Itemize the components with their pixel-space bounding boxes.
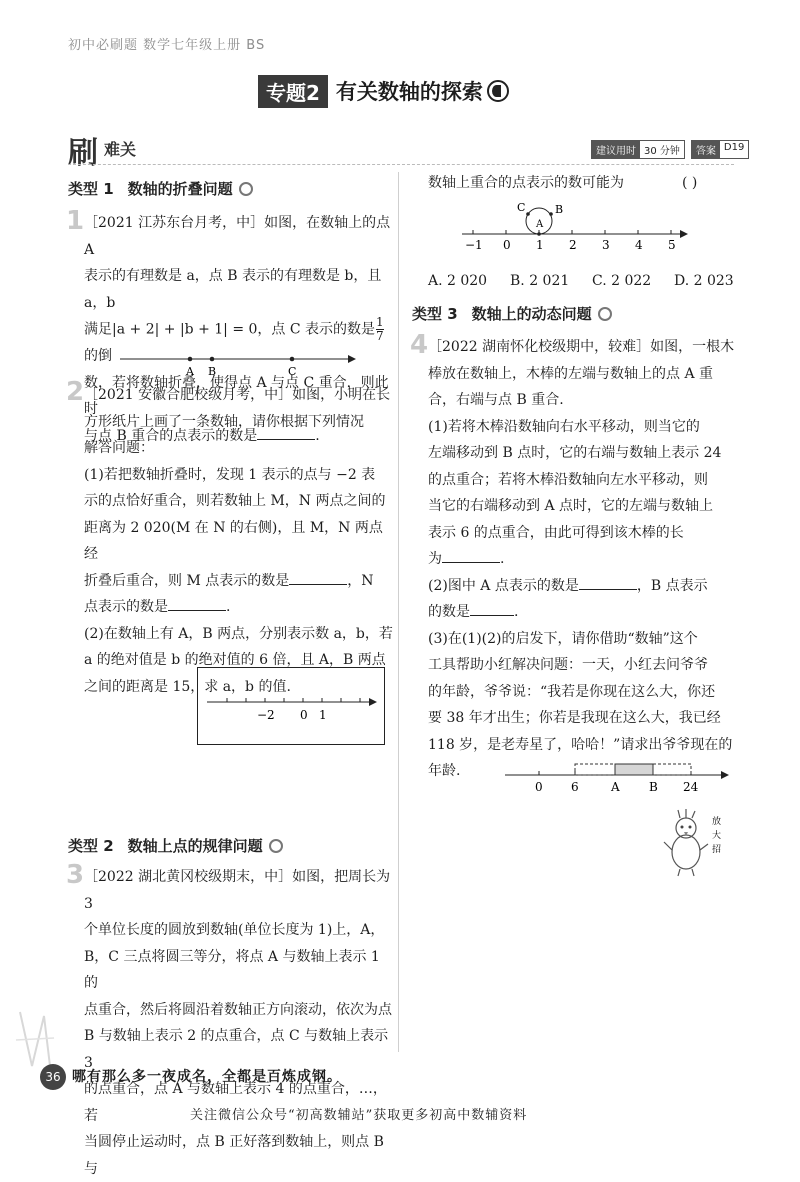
decorative-sketch	[14, 1010, 60, 1072]
q4-line-with-blank	[428, 599, 738, 626]
type-1-heading	[68, 178, 253, 199]
type-3-title: 数轴上的动态问题	[471, 305, 592, 323]
page-number: 36	[40, 1064, 66, 1090]
q4-line: 合，右端与点 B 重合.	[428, 392, 564, 408]
q2-line: 解答问题：	[84, 440, 154, 456]
q4-line: .	[500, 551, 505, 567]
question-3-number: 3	[66, 860, 85, 890]
q4-line: 的年龄，爷爷说：“我若是你现在这么大，你还	[428, 683, 716, 700]
tick-label: 5	[668, 238, 676, 252]
q3-line: 当圆停止运动时，点 B 正好落到数轴上，则点 B 与	[84, 1134, 384, 1177]
answer-blank[interactable]	[579, 575, 637, 590]
q3-continuation	[428, 170, 728, 197]
q4-line-with-blank	[428, 546, 738, 573]
q4-line: (3)在(1)(2)的启发下，请你借助“数轴”这个	[428, 630, 698, 647]
q3-options	[428, 268, 738, 295]
q2-line: 之间的距离是 15，求 a，b 的值.	[84, 678, 291, 695]
tick-label: −2	[257, 708, 275, 722]
answer-blank[interactable]	[289, 570, 347, 585]
fraction-one-seventh	[376, 316, 384, 343]
pin-icon	[239, 182, 253, 196]
tick-label: 6	[571, 780, 579, 794]
q1-number-line	[120, 350, 360, 378]
q2-line: ，N	[347, 572, 374, 589]
type-3-heading	[412, 303, 612, 324]
question-4-number: 4	[410, 330, 429, 360]
q2-line: 折叠后重合，则 M 点表示的数是	[84, 572, 290, 589]
answer-blank[interactable]	[470, 601, 514, 616]
tick-label: 1	[319, 708, 327, 722]
tick-label: 3	[602, 238, 610, 252]
circle-label-c: C	[517, 201, 526, 214]
brush-logo: 刷	[68, 136, 98, 171]
q1-line: 与点 B 重合的点表示的数是	[84, 427, 258, 444]
q2-line: 点表示的数是	[84, 599, 168, 615]
column-divider	[398, 172, 399, 1052]
q1-line: ［2021 江苏东台月考，中］如图，在数轴上的点 A	[84, 215, 391, 258]
option-c[interactable]: C. 2 022	[592, 273, 652, 289]
q4-line: 118 岁，是老寿星了，哈哈！”请求出爷爷现在的	[428, 736, 733, 753]
q1-line: .	[315, 427, 320, 444]
answer-paren[interactable]: ( )	[682, 175, 698, 191]
q2-line: (1)若把数轴折叠时，发现 1 表示的点与 −2 表	[84, 466, 376, 483]
q4-line: 的数是	[428, 604, 470, 620]
answer-blank[interactable]	[442, 548, 500, 563]
question-3-text	[84, 864, 394, 1182]
tick-label: −1	[465, 238, 483, 252]
type-2-heading	[68, 835, 283, 856]
point-c-label: C	[288, 365, 297, 378]
mascot-text-1: 放	[712, 817, 722, 827]
q4-line: 年龄.	[428, 763, 461, 779]
q4-line: ［2022 湖南怀化校级期中，较难］如图，一根木	[428, 339, 735, 355]
type-1-title: 数轴的折叠问题	[127, 180, 233, 198]
badges	[591, 140, 749, 159]
q2-line: 方形纸片上画了一条数轴，请你根据下列情况	[84, 413, 364, 430]
q3-line: ［2022 湖北黄冈校级期末，中］如图，把周长为 3	[84, 869, 391, 912]
q4-line: .	[514, 604, 519, 620]
option-a[interactable]: A. 2 020	[428, 273, 488, 289]
q3-line: B，C 三点将圆三等分，将点 A 与数轴上表示 1 的	[84, 948, 380, 991]
q4-stick-diagram	[505, 760, 733, 796]
tick-label: 4	[635, 238, 643, 252]
q4-line-with-blank	[428, 573, 738, 600]
tick-label: 0	[503, 238, 511, 252]
circle-label-b: B	[555, 203, 564, 216]
q3-circle-diagram	[462, 197, 692, 255]
section-divider	[68, 164, 734, 165]
mascot-text-3: 招	[712, 845, 722, 855]
q1-line: 满足|a + 2| + |b + 1| = 0，点 C 表示的数是	[84, 321, 376, 338]
book-header: 初中必刷题 数学七年级上册 BS	[68, 38, 266, 53]
q4-line: (2)图中 A 点表示的数是	[428, 577, 579, 594]
answer-badge	[691, 140, 749, 159]
time-badge	[591, 140, 685, 159]
answer-label: 答案	[692, 141, 720, 158]
pin-icon	[598, 307, 612, 321]
q3-line: B 与数轴上表示 2 的点重合，点 C 与数轴上表示 3	[84, 1028, 389, 1071]
q2-line: ［2021 安徽合肥校级月考，中］如图，小明在长	[84, 387, 391, 403]
answer-value: D19	[723, 142, 745, 153]
point-b-label: B	[208, 365, 217, 378]
difficulty-moon-icon	[487, 80, 509, 102]
q4-line: 当它的右端移动到 A 点时，它的左端与数轴上	[428, 498, 714, 514]
q4-line: 为	[428, 551, 442, 567]
q2-line: a 的绝对值是 b 的绝对值的 6 倍，且 A，B 两点	[84, 652, 386, 668]
q3-line: 点重合，然后将圆沿着数轴正方向滚动，依次为点	[84, 1001, 392, 1018]
q1-line: 数，若将数轴折叠，使得点 A 与点 C 重合，则此时	[84, 374, 389, 417]
q3-line: 个单位长度的圆放到数轴(单位长度为 1)上，A，	[84, 922, 385, 938]
question-2-text	[84, 382, 394, 700]
q2-line: (2)在数轴上有 A，B 两点，分别表示数 a，b，若	[84, 625, 393, 642]
type-3-num: 类型 3	[412, 305, 458, 323]
q3-cont-line: 数轴上重合的点表示的数可能为	[428, 175, 624, 191]
mascot-text-2: 大	[712, 831, 722, 841]
section-level: 难关	[104, 140, 137, 159]
mascot-bird-icon	[662, 806, 726, 878]
time-label: 建议用时	[592, 141, 640, 158]
footer-slogan: 哪有那么多一夜成名，全都是百炼成钢。	[72, 1069, 342, 1085]
footer-note: 关注微信公众号“初高数辅站”获取更多初高中数辅资料	[190, 1108, 528, 1123]
question-4-text	[428, 334, 738, 785]
q2-line-with-blank	[84, 568, 394, 595]
question-2-number: 2	[66, 377, 85, 407]
fraction-numerator: 1	[376, 315, 384, 329]
type-2-title: 数轴上点的规律问题	[127, 837, 263, 855]
q1-line: 表示的有理数是 a，点 B 表示的有理数是 b，且 a，b	[84, 268, 382, 311]
topic-tag: 专题2	[258, 75, 328, 108]
tick-label: 1	[536, 238, 544, 252]
answer-blank[interactable]	[168, 596, 226, 611]
point-a-label: A	[611, 780, 620, 794]
q2-line: .	[226, 599, 231, 615]
q4-line: 要 38 年才出生；你若是我现在这么大，我已经	[428, 710, 721, 726]
point-a-label: A	[186, 365, 194, 378]
time-value: 30 分钟	[644, 146, 680, 157]
q2-line-with-blank	[84, 594, 394, 621]
q2-paper-diagram	[197, 667, 385, 745]
question-1-number: 1	[66, 206, 85, 236]
q4-line: 工具帮助小红解决问题：一天，小红去问爷爷	[428, 657, 708, 673]
tick-label: 0	[300, 708, 308, 722]
q4-line: ，B 点表示	[636, 577, 708, 594]
topic-heading	[258, 76, 509, 106]
option-b[interactable]: B. 2 021	[510, 273, 570, 289]
q4-line: 左端移动到 B 点时，它的右端与数轴上表示 24	[428, 445, 722, 461]
q4-line: 的点重合；若将木棒沿数轴向左水平移动，则	[428, 471, 708, 488]
q4-line: 棒放在数轴上，木棒的左端与数轴上的点 A 重	[428, 365, 714, 382]
fraction-denominator: 7	[376, 329, 384, 343]
circle-label-a: A	[536, 219, 544, 230]
option-d[interactable]: D. 2 023	[674, 273, 734, 289]
type-1-num: 类型 1	[68, 180, 114, 198]
tick-label: 2	[569, 238, 577, 252]
tick-label: 24	[683, 780, 699, 794]
type-2-num: 类型 2	[68, 837, 114, 855]
tick-label: 0	[535, 780, 543, 794]
q4-line: 表示 6 的点重合，由此可得到该木棒的长	[428, 524, 684, 541]
q1-line: 的倒	[84, 348, 112, 364]
pin-icon	[269, 839, 283, 853]
q3-line: 的点重合，点 A 与数轴上表示 4 的点重合，…，若	[84, 1081, 387, 1124]
q2-line: 示的点恰好重合，则若数轴上 M，N 两点之间的	[84, 493, 386, 509]
point-b-label: B	[649, 780, 658, 794]
topic-title: 有关数轴的探索	[335, 80, 483, 104]
q4-line: (1)若将木棒沿数轴向右水平移动，则当它的	[428, 418, 700, 435]
q2-line: 距离为 2 020(M 在 N 的右侧)，且 M，N 两点经	[84, 519, 383, 562]
